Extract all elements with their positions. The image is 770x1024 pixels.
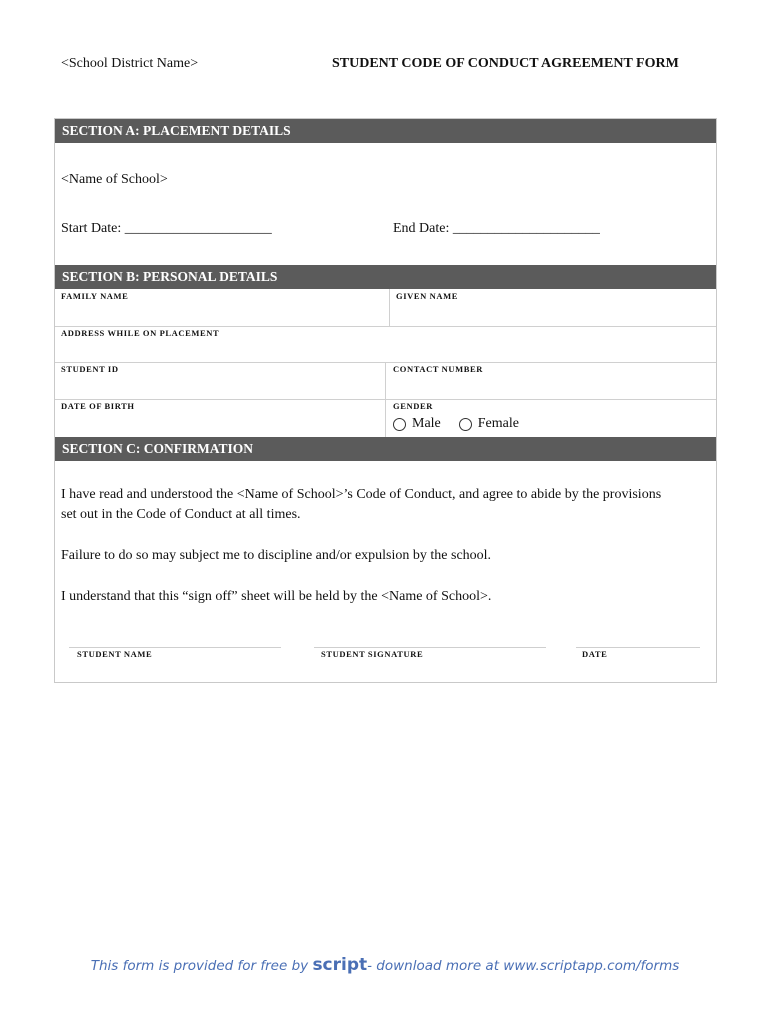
student-name-label: STUDENT NAME (77, 649, 153, 659)
section-b-heading: SECTION B: PERSONAL DETAILS (55, 265, 716, 289)
section-a-heading: SECTION A: PLACEMENT DETAILS (55, 119, 716, 143)
school-district-name: <School District Name> (61, 56, 199, 71)
start-date-field[interactable]: Start Date: _____________________ (61, 221, 272, 236)
radio-male[interactable] (393, 418, 406, 431)
student-id-label: STUDENT ID (61, 364, 119, 374)
school-name-field[interactable]: <Name of School> (61, 172, 168, 187)
footer-text-before: This form is provided for free by (90, 958, 313, 974)
radio-female[interactable] (459, 418, 472, 431)
gender-male-option[interactable] (393, 416, 441, 432)
confirmation-paragraph (61, 485, 681, 525)
family-name-label: FAMILY NAME (61, 291, 129, 301)
contact-number-label: CONTACT NUMBER (393, 364, 484, 374)
section-c-heading: SECTION C: CONFIRMATION (55, 437, 716, 461)
footer-note (0, 955, 770, 975)
student-signature-line[interactable] (314, 647, 546, 648)
agreement-form (54, 118, 717, 683)
confirmation-line-2: set out in the Code of Conduct at all times. (61, 507, 301, 522)
end-date-field[interactable]: End Date: _____________________ (393, 221, 600, 236)
gender-male-label: Male (412, 416, 441, 431)
divider (55, 326, 716, 327)
gender-female-option[interactable] (459, 416, 519, 432)
footer-text-after[interactable]: - download more at www.scriptapp.com/forms (367, 958, 680, 974)
address-label: ADDRESS WHILE ON PLACEMENT (61, 328, 220, 338)
student-signature-label: STUDENT SIGNATURE (321, 649, 424, 659)
date-line[interactable] (576, 647, 700, 648)
divider (389, 289, 390, 326)
gender-female-label: Female (477, 416, 519, 431)
divider (385, 362, 386, 399)
script-logo[interactable]: script (312, 955, 368, 975)
dob-label: DATE OF BIRTH (61, 401, 135, 411)
divider (385, 399, 386, 437)
date-label: DATE (582, 649, 608, 659)
discipline-paragraph: Failure to do so may subject me to discipline and/or expulsion by the school. (61, 548, 492, 563)
gender-radio-group (393, 416, 537, 432)
sign-off-paragraph: I understand that this “sign off” sheet will be held by the <Name of School>. (61, 589, 492, 604)
confirmation-line-1: I have read and understood the <Name of School>’s Code of Conduct, and agree to abide by the provisions (61, 487, 662, 502)
given-name-label: GIVEN NAME (396, 291, 458, 301)
form-title: STUDENT CODE OF CONDUCT AGREEMENT FORM (332, 56, 679, 71)
gender-label: GENDER (393, 401, 433, 411)
student-name-line[interactable] (69, 647, 281, 648)
